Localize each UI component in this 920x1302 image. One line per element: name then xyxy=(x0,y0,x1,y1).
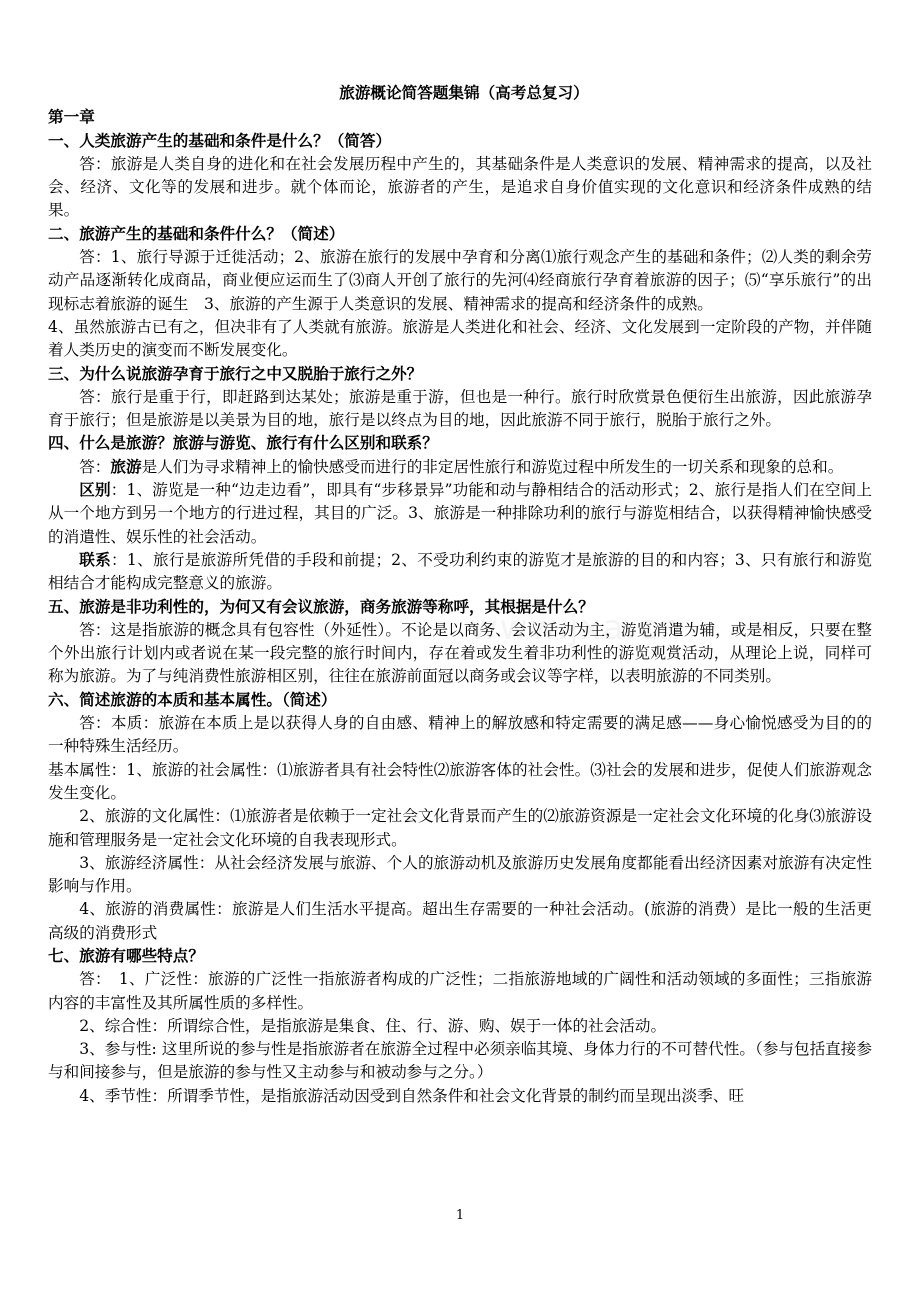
question-6-attribute-2: 2、旅游的文化属性：⑴旅游者是依赖于一定社会文化背景而产生的⑵旅游资源是一定社会文化环境的化身⑶旅游设施和管理服务是一定社会文化环境的自我表现形式。 xyxy=(48,807,872,849)
question-4-difference xyxy=(48,479,872,549)
difference-text: ：1、游览是一种“边走边看”，即具有“步移景异”功能和动与静相结合的活动形式；2、旅行是指人们在空间上从一个地方到另一个地方的行进过程，其目的广泛。3、旅游是一种排除功利的旅行与游览相结合，以获得精神愉快感受的消遣性、娱乐性的社会活动。 xyxy=(48,481,872,546)
connection-text: ：1、旅行是旅游所凭借的手段和前提；2、不受功利约束的游览才是旅游的目的和内容；3、只有旅行和游览相结合才能构成完整意义的旅游。 xyxy=(48,550,872,593)
question-3-answer: 答：旅行是重于行，即赶路到达某处；旅游是重于游，但也是一种行。旅行时欣赏景色便衍生出旅游，因此旅游孕育于旅行；但是旅游是以美景为目的地，旅行是以终点为目的地，因此旅游不同于旅行，脱胎于旅行之外。 xyxy=(48,387,872,430)
question-7-point-3: 3、参与性: 这里所说的参与性是指旅游者在旅游全过程中必须亲临其境、身体力行的不可替代性。（参与包括直接参与和间接参与，但是旅游的参与性又主动参与和被动参与之分。） xyxy=(48,1040,872,1082)
question-3-heading: 三、为什么说旅游孕育于旅行之中又脱胎于旅行之外？ xyxy=(48,364,423,383)
question-2-heading: 二、旅游产生的基础和条件什么？（简述） xyxy=(48,224,345,243)
difference-label: 区别 xyxy=(79,481,111,500)
question-7-point-2: 2、综合性：所谓综合性，是指旅游是集食、住、行、游、购、娱于一体的社会活动。 xyxy=(79,1016,667,1035)
tourism-term: 旅游 xyxy=(110,457,142,476)
question-4-answer xyxy=(48,456,872,479)
chapter-heading: 第一章 xyxy=(48,108,95,127)
document-title: 旅游概论简答题集锦（高考总复习） xyxy=(339,84,589,102)
question-4-connection xyxy=(48,549,872,596)
answer-prefix: 答： xyxy=(79,457,111,476)
connection-label: 联系 xyxy=(79,550,111,569)
page-number: 1 xyxy=(455,1208,465,1223)
question-5-heading: 五、旅游是非功利性的，为何又有会议旅游，商务旅游等称呼，其根据是什么？ xyxy=(48,597,594,616)
question-6-attribute-3: 3、旅游经济属性：从社会经济发展与旅游、个人的旅游动机及旅游历史发展角度都能看出经济因素对旅游有决定性影响与作用。 xyxy=(48,853,872,896)
question-7-point-1: 答： 1、广泛性：旅游的广泛性一指旅游者构成的广泛性；二指旅游地域的广阔性和活动领域的多面性；三指旅游内容的丰富性及其所属性质的多样性。 xyxy=(48,970,872,1012)
question-2-point-4: 4、虽然旅游古已有之，但决非有了人类就有旅游。旅游是人类进化和社会、经济、文化发展到一定阶段的产物，并伴随着人类历史的演变而不断发展变化。 xyxy=(48,317,872,360)
question-2-answer: 答：1、旅行导源于迁徙活动；2、旅游在旅行的发展中孕育和分离⑴旅行观念产生的基础和条件；⑵人类的剩余劳动产品逐渐转化成商品，商业便应运而生了⑶商人开创了旅行的先河⑷经商旅行孕育着旅游的因子；⑸“享乐旅行”的出现标志着旅游的诞生 3、旅游的产生源于人类意识的发展、精神需求的提高和经济条件的成熟。 xyxy=(48,248,872,313)
question-7-heading: 七、旅游有哪些特点？ xyxy=(48,946,204,965)
question-6-attribute-1: 基本属性：1、旅游的社会属性：⑴旅游者具有社会特性⑵旅游客体的社会性。⑶社会的发展和进步，促使人们旅游观念发生变化。 xyxy=(48,760,872,802)
question-4-heading: 四、什么是旅游？旅游与游览、旅行有什么区别和联系？ xyxy=(48,434,438,453)
question-6-attribute-4: 4、旅游的消费属性：旅游是人们生活水平提高。超出生存需要的一种社会活动。(旅游的消费）是比一般的生活更高级的消费形式 xyxy=(48,900,872,942)
question-1-heading: 一、人类旅游产生的基础和条件是什么？（简答） xyxy=(48,131,392,150)
question-1-answer: 答：旅游是人类自身的进化和在社会发展历程中产生的，其基础条件是人类意识的发展、精神需求的提高，以及社会、经济、文化等的发展和进步。就个体而论，旅游者的产生，是追求自身价值实现的文化意识和经济条件成熟的结果。 xyxy=(48,154,872,220)
tourism-definition: 是人们为寻求精神上的愉快感受而进行的非定居性旅行和游览过程中所发生的一切关系和现象的总和。 xyxy=(141,457,844,476)
question-5-answer: 答：这是指旅游的概念具有包容性（外延性）。不论是以商务、会议活动为主，游览消遣为辅，或是相反，只要在整个外出旅行计划内或者说在某一段完整的旅行时间内，存在着或发生着非功利性的游览观赏活动，从理论上说，同样可称为旅游。为了与纯消费性旅游相区别，往往在旅游前面冠以商务或会议等字样，以表明旅游的不同类别。 xyxy=(48,620,872,686)
question-6-heading: 六、简述旅游的本质和基本属性。（简述） xyxy=(48,690,337,709)
question-6-answer: 答：本质：旅游在本质上是以获得人身的自由感、精神上的解放感和特定需要的满足感——身心愉悦感受为目的的一种特殊生活经历。 xyxy=(48,714,872,756)
document-page xyxy=(48,82,872,1108)
question-7-point-4: 4、季节性：所谓季节性，是指旅游活动因受到自然条件和社会文化背景的制约而呈现出淡季、旺 xyxy=(79,1086,745,1105)
